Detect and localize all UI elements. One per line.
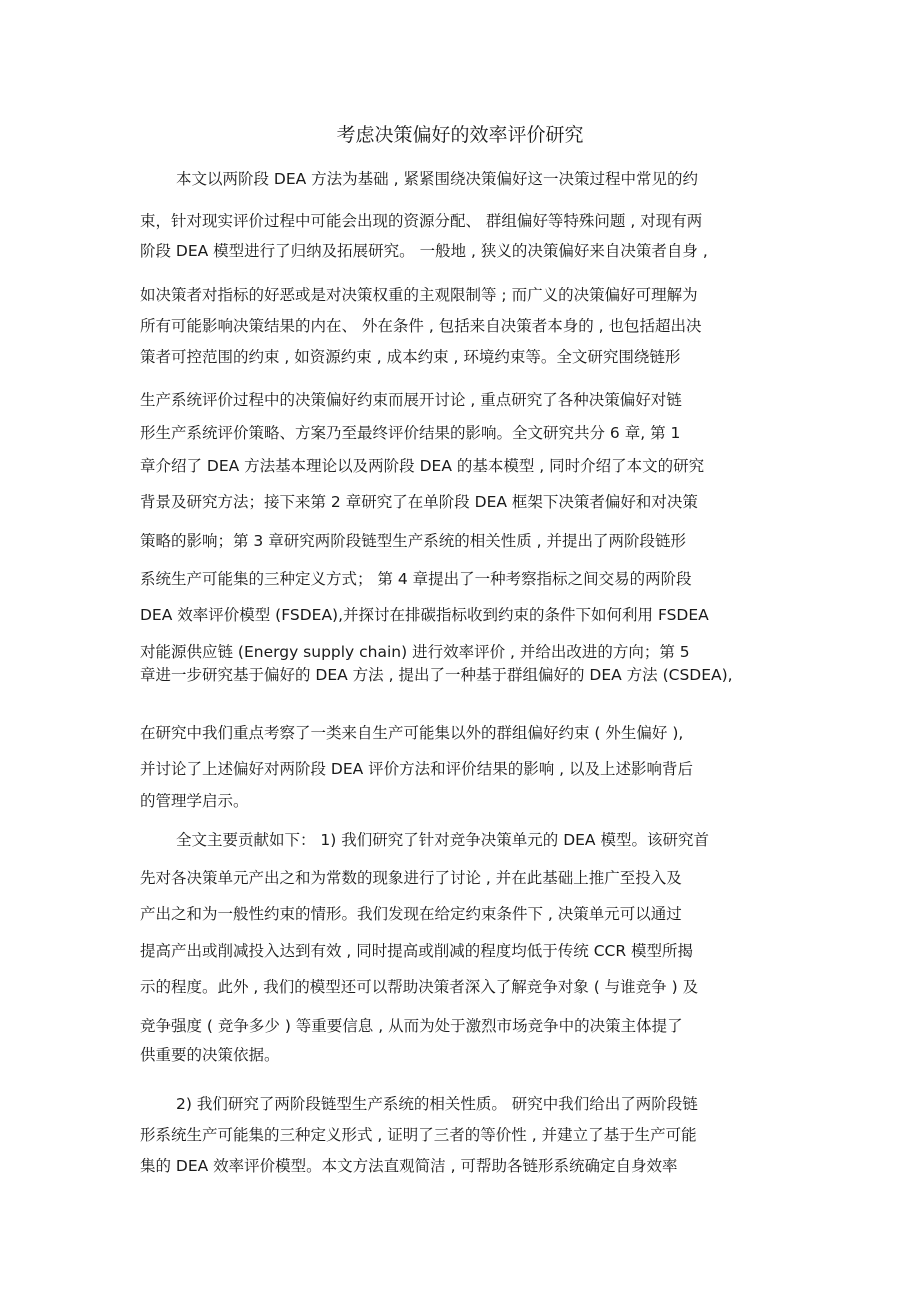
text-line: 形生产系统评价策略、方案乃至最终评价结果的影响。全文研究共分 6 章, 第 1 [140,424,681,442]
text-line: 对能源供应链 (Energy supply chain) 进行效率评价 , 并给出改进的方向；第 5 [140,643,690,661]
text-line: 提高产出或削减投入达到有效 , 同时提高或削减的程度均低于传统 CCR 模型所揭 [140,942,694,960]
text-line: 供重要的决策依据。 [140,1046,280,1064]
text-line: 章进一步研究基于偏好的 DEA 方法 , 提出了一种基于群组偏好的 DEA 方法 (CSDEA), [140,666,733,684]
text-line: 如决策者对指标的好恶或是对决策权重的主观限制等 ; 而广义的决策偏好可理解为 [140,286,698,304]
text-line: 背景及研究方法；接下来第 2 章研究了在单阶段 DEA 框架下决策者偏好和对决策 [140,493,698,511]
text-line: 束，针对现实评价过程中可能会出现的资源分配、 群组偏好等特殊问题 , 对现有两 [140,212,703,230]
text-line: 章介绍了 DEA 方法基本理论以及两阶段 DEA 的基本模型 , 同时介绍了本文的研究 [140,457,705,475]
text-line: 产出之和为一般性约束的情形。我们发现在给定约束条件下 , 决策单元可以通过 [140,905,682,923]
text-line: 策者可控范围的约束 , 如资源约束 , 成本约束 , 环境约束等。全文研究围绕链形 [140,348,681,366]
text-line: 的管理学启示。 [140,792,249,810]
text-line: 并讨论了上述偏好对两阶段 DEA 评价方法和评价结果的影响 , 以及上述影响背后 [140,760,693,778]
text-line: 全文主要贡献如下： 1) 我们研究了针对竞争决策单元的 DEA 模型。该研究首 [176,831,709,849]
text-line: 策略的影响；第 3 章研究两阶段链型生产系统的相关性质 , 并提出了两阶段链形 [140,532,686,550]
text-line: 先对各决策单元产出之和为常数的现象进行了讨论 , 并在此基础上推广至投入及 [140,869,682,887]
text-line: 2) 我们研究了两阶段链型生产系统的相关性质。 研究中我们给出了两阶段链 [176,1095,698,1113]
document-title: 考虑决策偏好的效率评价研究 [336,124,584,146]
text-line: 竞争强度 ( 竞争多少 ) 等重要信息 , 从而为处于激烈市场竞争中的决策主体提了 [140,1017,683,1035]
text-line: 形系统生产可能集的三种定义形式 , 证明了三者的等价性 , 并建立了基于生产可能 [140,1126,697,1144]
text-line: DEA 效率评价模型 (FSDEA),并探讨在排碳指标收到约束的条件下如何利用 FSDEA [140,606,709,624]
text-line: 所有可能影响决策结果的内在、 外在条件 , 包括来自决策者本身的 , 也包括超出决 [140,317,702,335]
text-line: 在研究中我们重点考察了一类来自生产可能集以外的群组偏好约束 ( 外生偏好 ), [140,724,684,742]
text-line: 本文以两阶段 DEA 方法为基础 , 紧紧围绕决策偏好这一决策过程中常见的约 [176,170,698,188]
text-line: 系统生产可能集的三种定义方式； 第 4 章提出了一种考察指标之间交易的两阶段 [140,570,692,588]
text-line: 示的程度。此外 , 我们的模型还可以帮助决策者深入了解竞争对象 ( 与谁竞争 ) 及 [140,978,699,996]
text-line: 集的 DEA 效率评价模型。本文方法直观简洁 , 可帮助各链形系统确定自身效率 [140,1157,678,1175]
text-line: 阶段 DEA 模型进行了归纳及拓展研究。 一般地 , 狭义的决策偏好来自决策者自身 , [140,242,708,260]
text-line: 生产系统评价过程中的决策偏好约束而展开讨论 , 重点研究了各种决策偏好对链 [140,391,682,409]
